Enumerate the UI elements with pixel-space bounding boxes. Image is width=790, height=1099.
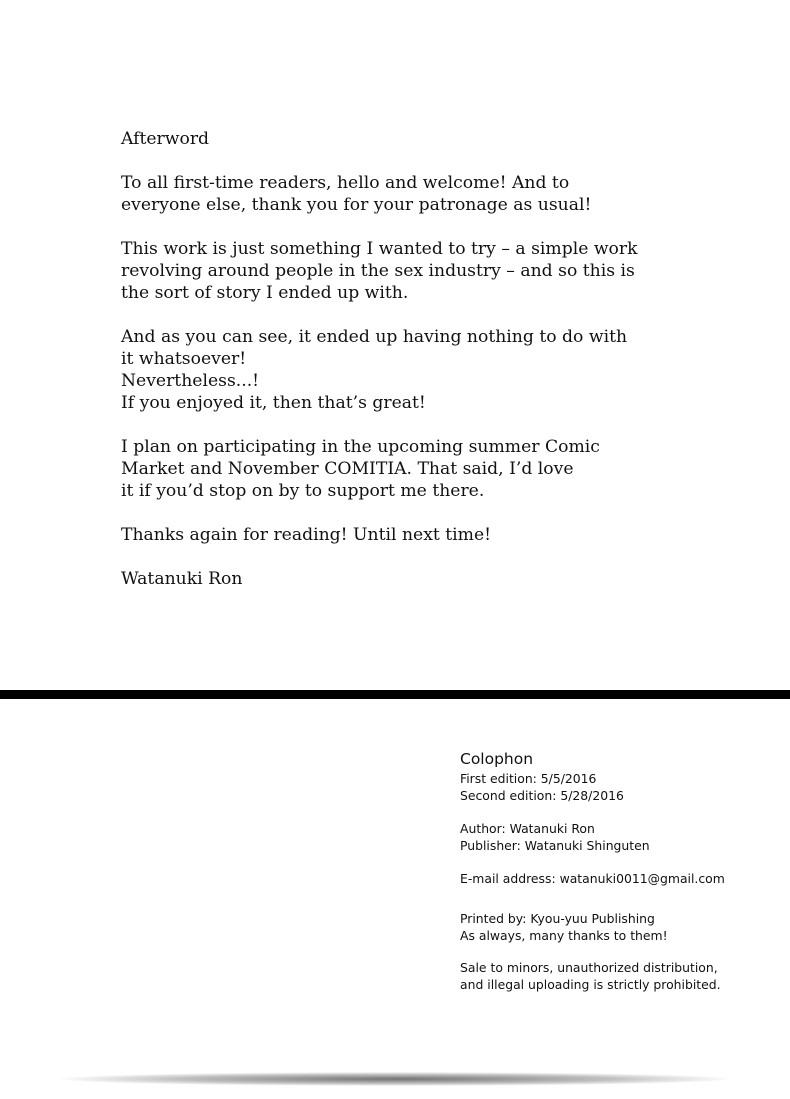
- edition-info: [460, 770, 760, 804]
- text-line: Thanks again for reading! Until next time!: [121, 525, 492, 545]
- printing-info: [460, 910, 760, 944]
- text-line: the sort of story I ended up with.: [121, 283, 409, 303]
- thanks-line: As always, many thanks to them!: [460, 928, 668, 943]
- printer-line: Printed by: Kyou-yuu Publishing: [460, 911, 655, 926]
- section-divider: [0, 690, 790, 699]
- edition-line: Second edition: 5/28/2016: [460, 788, 624, 803]
- text-line: This work is just something I wanted to try – a simple work: [121, 239, 638, 259]
- text-line: everyone else, thank you for your patronage as usual!: [121, 195, 592, 215]
- text-line: revolving around people in the sex industry – and so this is: [121, 261, 635, 281]
- afterword-heading: Afterword: [121, 129, 210, 149]
- afterword-paragraph: [121, 172, 641, 216]
- notice-line: and illegal uploading is strictly prohibited.: [460, 977, 721, 992]
- text-line: Market and November COMITIA. That said, I’d love: [121, 459, 574, 479]
- text-line: it whatsoever!: [121, 349, 247, 369]
- colophon-title: Colophon: [460, 750, 534, 768]
- afterword-paragraph: [121, 326, 641, 414]
- colophon-section: [460, 748, 760, 1008]
- author-line: Author: Watanuki Ron: [460, 821, 595, 836]
- email-line: E-mail address: watanuki0011@gmail.com: [460, 871, 725, 886]
- text-line: it if you’d stop on by to support me there.: [121, 481, 485, 501]
- text-line: I plan on participating in the upcoming summer Comic: [121, 437, 600, 457]
- afterword-paragraph: [121, 524, 641, 546]
- page-shadow: [60, 1072, 730, 1086]
- text-line: Nevertheless...!: [121, 371, 260, 391]
- publisher-line: Publisher: Watanuki Shinguten: [460, 838, 650, 853]
- text-line: And as you can see, it ended up having nothing to do with: [121, 327, 628, 347]
- afterword-section: [121, 128, 641, 590]
- edition-line: First edition: 5/5/2016: [460, 771, 597, 786]
- author-signature: Watanuki Ron: [121, 569, 243, 589]
- afterword-paragraph: [121, 238, 641, 304]
- afterword-paragraph: [121, 436, 641, 502]
- email-info: [460, 870, 760, 887]
- text-line: To all first-time readers, hello and welcome! And to: [121, 173, 570, 193]
- notice-line: Sale to minors, unauthorized distribution,: [460, 960, 718, 975]
- text-line: If you enjoyed it, then that’s great!: [121, 393, 426, 413]
- legal-notice: [460, 959, 760, 993]
- credits-info: [460, 820, 760, 854]
